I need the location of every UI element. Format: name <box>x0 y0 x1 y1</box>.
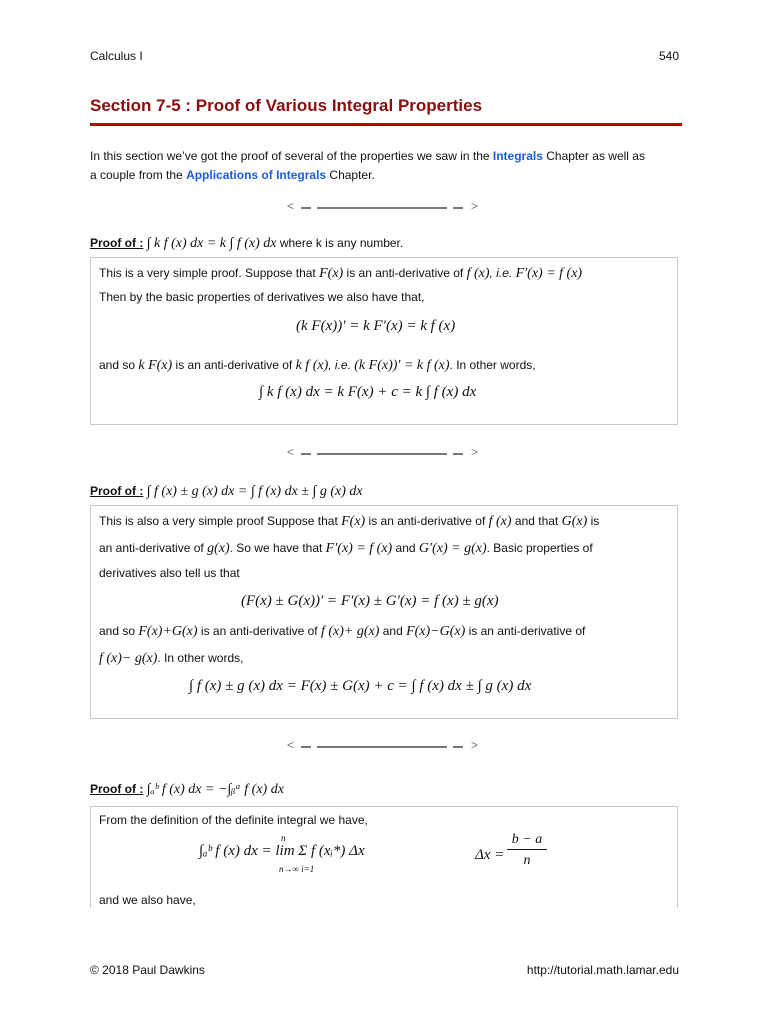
math-inline: F(x)−G(x) <box>406 624 466 639</box>
fraction-denominator: n <box>523 853 531 868</box>
proof-text: is an anti-derivative of <box>465 624 586 638</box>
proof-label: Proof of : <box>90 236 144 250</box>
proof-text: . In other words, <box>449 358 536 372</box>
math-inline: F′(x) = f (x) <box>515 266 583 281</box>
math-inline: k F(x) <box>138 358 173 373</box>
left-arrow-icon: < <box>287 445 295 459</box>
math-inline: k f (x) <box>295 358 329 373</box>
math-inline: f (x) <box>466 266 490 281</box>
right-arrow-icon: > <box>471 738 479 752</box>
left-arrow-icon: < <box>287 199 295 213</box>
math-inline: G′(x) = g(x) <box>418 541 487 556</box>
proof-text: This is a very simple proof. Suppose that <box>99 266 320 280</box>
intro-text: Chapter. <box>326 168 375 182</box>
fraction <box>507 832 547 869</box>
math-inline: (k F(x))′ = k f (x) <box>354 358 450 373</box>
proof-text: This is also a very simple proof Suppose that <box>99 514 342 528</box>
proof-text: derivatives also tell us that <box>99 566 240 580</box>
math-inline: g(x) <box>207 541 230 556</box>
proof-label: Proof of : <box>90 484 144 498</box>
right-arrow-icon: > <box>471 199 479 213</box>
sum-upper-limit: n <box>281 833 286 843</box>
math-inline: G(x) <box>561 514 588 529</box>
intro-text: a couple from the <box>90 168 187 182</box>
proof-statement: ∫ k f (x) dx = k ∫ f (x) dx <box>146 236 277 251</box>
equation: ∫ k f (x) dx = k F(x) + c = k ∫ f (x) dx <box>259 384 477 400</box>
integrals-link[interactable]: Integrals <box>492 149 543 163</box>
proof-text: and <box>379 624 407 638</box>
proof-text: is an anti-derivative of <box>365 514 489 528</box>
proof-text: is an anti-derivative of <box>172 358 296 372</box>
proof-1-box <box>90 257 678 425</box>
section-separator <box>287 201 487 215</box>
proof-text: . Basic properties of <box>486 541 593 555</box>
section-separator <box>287 447 487 461</box>
intro-text: In this section we’ve got the proof of several of the properties we saw in the <box>90 149 493 163</box>
intro-paragraph <box>90 147 690 185</box>
equation: Δx = <box>475 847 505 863</box>
proof-3-heading <box>90 782 284 798</box>
proof-1-heading <box>90 236 403 252</box>
proof-text: , i.e. <box>489 266 516 280</box>
proof-text: is an anti-derivative of <box>343 266 467 280</box>
math-inline: f (x)+ g(x) <box>320 624 380 639</box>
proof-text: and so <box>99 624 139 638</box>
header-course: Calculus I <box>90 49 143 63</box>
proof-text: is <box>587 514 600 528</box>
site-url[interactable]: http://tutorial.math.lamar.edu <box>526 963 679 977</box>
right-arrow-icon: > <box>471 445 479 459</box>
proof-statement-suffix: where k is any number. <box>276 236 404 250</box>
proof-text: , i.e. <box>328 358 355 372</box>
math-inline: F(x)+G(x) <box>138 624 198 639</box>
proof-text: . In other words, <box>157 651 244 665</box>
proof-text: and that <box>511 514 562 528</box>
proof-text: Then by the basic properties of derivatives we also have that, <box>99 290 425 304</box>
title-rule <box>90 123 682 126</box>
math-inline: f (x)− g(x) <box>99 651 158 666</box>
proof-text: From the definition of the definite integral we have, <box>99 813 368 827</box>
equation: ∫ₐᵇ f (x) dx = lim Σ f (xᵢ*) Δx <box>199 843 365 859</box>
proof-text: an anti-derivative of <box>99 541 208 555</box>
proof-text: and <box>392 541 419 555</box>
intro-text: Chapter as well as <box>542 149 645 163</box>
math-inline: F(x) <box>341 514 366 529</box>
copyright: © 2018 Paul Dawkins <box>90 963 205 977</box>
proof-2-box <box>90 505 678 719</box>
equation: ∫ f (x) ± g (x) dx = F(x) ± G(x) + c = ∫ f (x) dx ± ∫ g (x) dx <box>189 678 532 694</box>
math-inline: F′(x) = f (x) <box>325 541 393 556</box>
fraction-numerator: b − a <box>507 832 547 850</box>
section-title: Section 7-5 : Proof of Various Integral Properties <box>90 96 483 115</box>
math-inline: f (x) <box>488 514 512 529</box>
applications-of-integrals-link[interactable]: Applications of Integrals <box>186 168 327 182</box>
left-arrow-icon: < <box>287 738 295 752</box>
proof-text: is an anti-derivative of <box>197 624 321 638</box>
proof-text: . So we have that <box>229 541 326 555</box>
proof-statement: ∫ f (x) ± g (x) dx = ∫ f (x) dx ± ∫ g (x) dx <box>146 484 363 499</box>
page-number: 540 <box>658 49 679 63</box>
math-inline: F(x) <box>319 266 344 281</box>
proof-statement: ∫ₐᵇ f (x) dx = −∫ᵦᵃ f (x) dx <box>146 782 284 797</box>
proof-3-box <box>90 806 678 908</box>
proof-2-heading <box>90 484 363 500</box>
equation: (k F(x))′ = k F′(x) = k f (x) <box>296 318 456 334</box>
proof-label: Proof of : <box>90 782 144 796</box>
equation: (F(x) ± G(x))′ = F′(x) ± G′(x) = f (x) ± g(x) <box>241 593 499 609</box>
proof-text: and so <box>99 358 139 372</box>
proof-text: and we also have, <box>99 893 196 907</box>
section-separator <box>287 740 487 754</box>
limit-subscript: n→∞ i=1 <box>279 864 315 874</box>
